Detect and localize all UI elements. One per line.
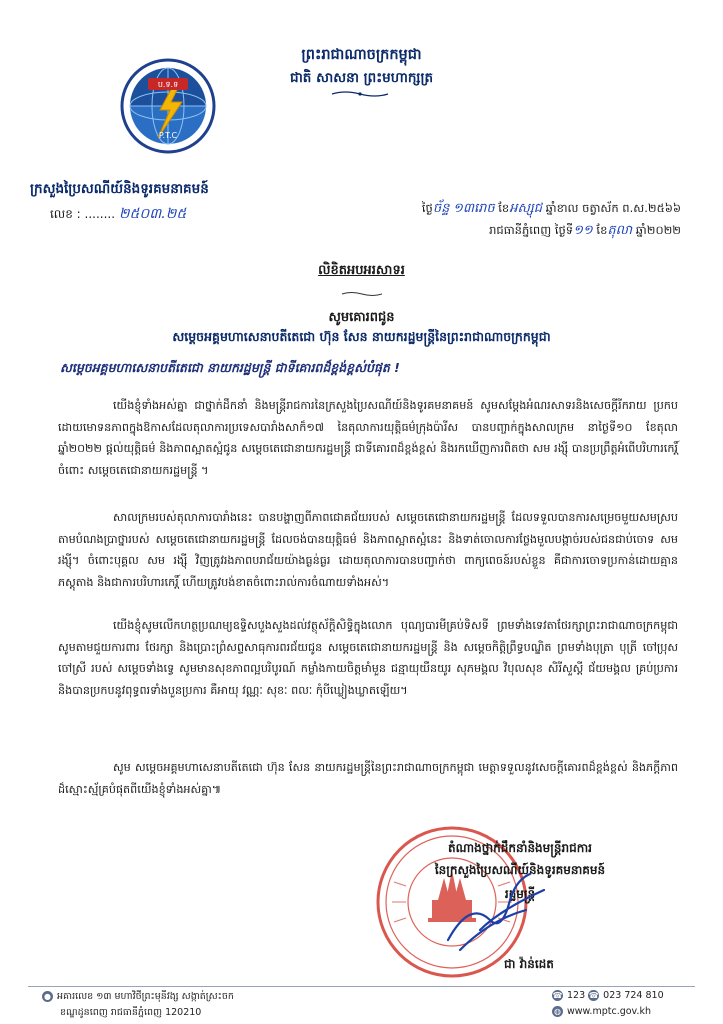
body-paragraph-2: សាលក្រមរបស់តុលាការបារាំងនេះ បានបង្ហាញពីភាពជោគជ័យរបស់ សម្តេចតេជោនាយករដ្ឋមន្ត្រី ដែលទទួលបានការសម្រេចមួយសមស្របតាមបំណងប្រាថ្នារបស់ សម្តេចតេជោនាយករដ្ឋមន្ត្រី ដែលចង់បានយុត្តិធម៌ និងភាពស្អាតស្អំនេះ និងទាត់ចោលការថ្លែងមួលបង្កាច់របស់ជនជាប់ចោទ សម រង្ស៊ី។ ចំពោះបុគ្គល សម រង្ស៊ី វិញត្រូវរងភាពបរាជ័យយ៉ាងធ្ងន់ធ្ងរ ដោយតុលាការបានបញ្ជាក់ថា ពាក្យពេចន៍របស់ខ្លួន គឺជាការចោទប្រកាន់ដោយគ្មានភស្តុតាង និងជាការបរិហារកេរ្តិ៍ ហើយត្រូវបង់ខាតចំពោះរាល់ការចំណាយទាំងអស់។ bbox=[58, 511, 678, 589]
lunar-month: អស្សុជ bbox=[509, 201, 542, 216]
footer-address-line-2: ខណ្ឌដូនពេញ រាជធានីភ្នំពេញ 120210 bbox=[60, 1007, 202, 1018]
ministry-logo bbox=[120, 58, 216, 154]
footer-phone: ☎ 123 ☎ 023 724 810 bbox=[552, 990, 664, 1001]
footer-divider bbox=[28, 986, 695, 987]
lunar-weekday: ច័ន្ទ bbox=[432, 201, 450, 216]
document-title: លិខិតអបអរសាទរ bbox=[318, 263, 405, 278]
reference-number bbox=[50, 204, 186, 225]
location-icon: ● bbox=[42, 991, 53, 1002]
addressee-to: សូមគោរពជូន bbox=[328, 310, 395, 325]
signature-line-2: នៃក្រសួងប្រៃសណីយ៍និងទូរគមនាគមន៍ bbox=[434, 863, 606, 877]
globe-icon: ◍ bbox=[552, 1006, 563, 1017]
lunar-date: ថ្ងៃច័ន្ទ ១៣រោច ខែអស្សុជ ឆ្នាំខាល ចត្វាស័ក ព.ស.២៥៦៦ bbox=[421, 201, 681, 216]
national-motto: ជាតិ សាសនា ព្រះមហាក្សត្រ bbox=[289, 70, 434, 86]
solar-day: ១១ bbox=[573, 223, 593, 238]
signature-line-3: រដ្ឋមន្ត្រី bbox=[504, 887, 536, 901]
handwritten-signature bbox=[440, 860, 550, 960]
body-paragraph-4: សូម សម្តេចអគ្គមហាសេនាបតីតេជោ ហ៊ុន សែន នាយករដ្ឋមន្ត្រីនៃព្រះរាជាណាចក្រកម្ពុជា មេត្តាទទួលនូវសេចក្តីគោរពដ៏ខ្ពង់ខ្ពស់ និងភក្តីភាពដ៏ស្មោះស្ម័គ្របំផុតពីយើងខ្ញុំទាំងអស់គ្នា៕ bbox=[58, 761, 678, 796]
signature-line-1: តំណាងថ្នាក់ដឹកនាំនិងមន្ត្រីរាជការ bbox=[448, 841, 592, 855]
logo-bottom-text: P.T.C bbox=[158, 131, 178, 140]
solar-date: រាជធានីភ្នំពេញ ថ្ងៃទី១១ ខែតុលា ឆ្នាំ២០២២ bbox=[489, 223, 681, 238]
kingdom-heading: ព្រះរាជាណាចក្រកម្ពុជា bbox=[301, 47, 422, 63]
salutation: សម្តេចអគ្គមហាសេនាបតីតេជោ នាយករដ្ឋមន្ត្រី ជាទីគោរពដ៏ខ្ពង់ខ្ពស់បំផុត ! bbox=[60, 360, 400, 375]
body-paragraph-1: យើងខ្ញុំទាំងអស់គ្នា ជាថ្នាក់ដឹកនាំ និងមន្ត្រីរាជការនៃក្រសួងប្រៃសណីយ៍និងទូរគមនាគមន៍ សូមសម្តែងអំណរសាទរនិងសេចក្តីរីករាយ ប្រកបដោយមោទនភាពក្នុងឱកាសដែលតុលាការប្រទេសបារាំងសាក៏១៧ នៃតុលាការយុត្តិធម៌ក្រុងប៉ារីស បានបញ្ចាក់ក្នុងសាលក្រម នាថ្ងៃទី១០ ខែតុលា ឆ្នាំ២០២២ ផ្តល់យុត្តិធម៌ និងភាពស្អាតស្អំជូន សម្តេចតេជោនាយករដ្ឋមន្ត្រី ជាទីគោរពដ៏ខ្ពង់ខ្ពស់ និងរកឃើញការពិតថា សម រង្ស៊ី បានប្រព្រឹត្តអំពើបរិហារកេរ្តិ៍ចំពោះ សម្តេចតេជោនាយករដ្ឋមន្ត្រី ។ bbox=[58, 399, 678, 477]
body-paragraph-3: យើងខ្ញុំសូមលើកហត្ថប្រណម្យឧទ្ទិសបួងសួងដល់វត្ថុស័ក្តិសិទ្ធិក្នុងលោក បុណ្យបារមីគ្រប់ទិសទី ព្រមទាំងទេវតាថែរក្សាព្រះរាជាណាចក្រកម្ពុជា សូមតាមជួយការពារ ថែរក្សា និងប្រោះព្រំសព្ទសាធុការពរជ័យជូន សម្តេចតេជោនាយករដ្ឋមន្ត្រី និង សម្តេចកិត្តិព្រឹទ្ធបណ្ឌិត ព្រមទាំងបុត្រា បុត្រី ចៅប្រុស ចៅស្រី របស់ សម្តេចទាំងទ្វេ សូមមានសុខភាពល្អបរិបូរណ៍ កម្លាំងកាយចិត្តមាំមួន ជន្មាយុយឺនយូរ សុភមង្គល វិបុលសុខ សិរីសួស្តី ជ័យមង្គល គ្រប់ប្រការ និងបានប្រកបនូវពុទ្ធពរទាំងបួនប្រការ គឺអាយុ វណ្ណៈ សុខៈ ពលៈ កុំបីឃ្លៀងឃ្លាតឡើយ។ bbox=[58, 619, 678, 697]
addressee-recipient: សម្តេចអគ្គមហាសេនាបតីតេជោ ហ៊ុន សែន នាយករដ្ឋមន្ត្រីនៃព្រះរាជាណាចក្រកម្ពុជា bbox=[172, 329, 551, 344]
title-ornament bbox=[340, 291, 384, 297]
reference-dots: ........ bbox=[84, 207, 116, 221]
reference-value: ២៥០៣.២៥ bbox=[118, 206, 187, 222]
logo-top-text: ប.ទ.ទ bbox=[157, 80, 179, 89]
signatory-name: ជា វ៉ាន់ដេត bbox=[504, 957, 554, 971]
reference-label: លេខ : bbox=[50, 207, 81, 221]
phone-icon: ☎ bbox=[552, 991, 563, 1000]
footer-website: ◍ www.mptc.gov.kh bbox=[554, 1006, 651, 1017]
ministry-name: ក្រសួងប្រៃសណីយ៍និងទូរគមនាគមន៍ bbox=[30, 181, 209, 197]
footer-address-line-1: ● អគារលេខ ១៣ មហាវិថីព្រះមុនីវង្ស សង្កាត់ស្រះចក bbox=[44, 991, 234, 1002]
lunar-day: ១៣រោច bbox=[453, 201, 495, 216]
motto-ornament bbox=[330, 90, 390, 98]
mobile-phone-icon: ☎ bbox=[588, 991, 599, 1000]
solar-month: តុលា bbox=[607, 223, 633, 238]
